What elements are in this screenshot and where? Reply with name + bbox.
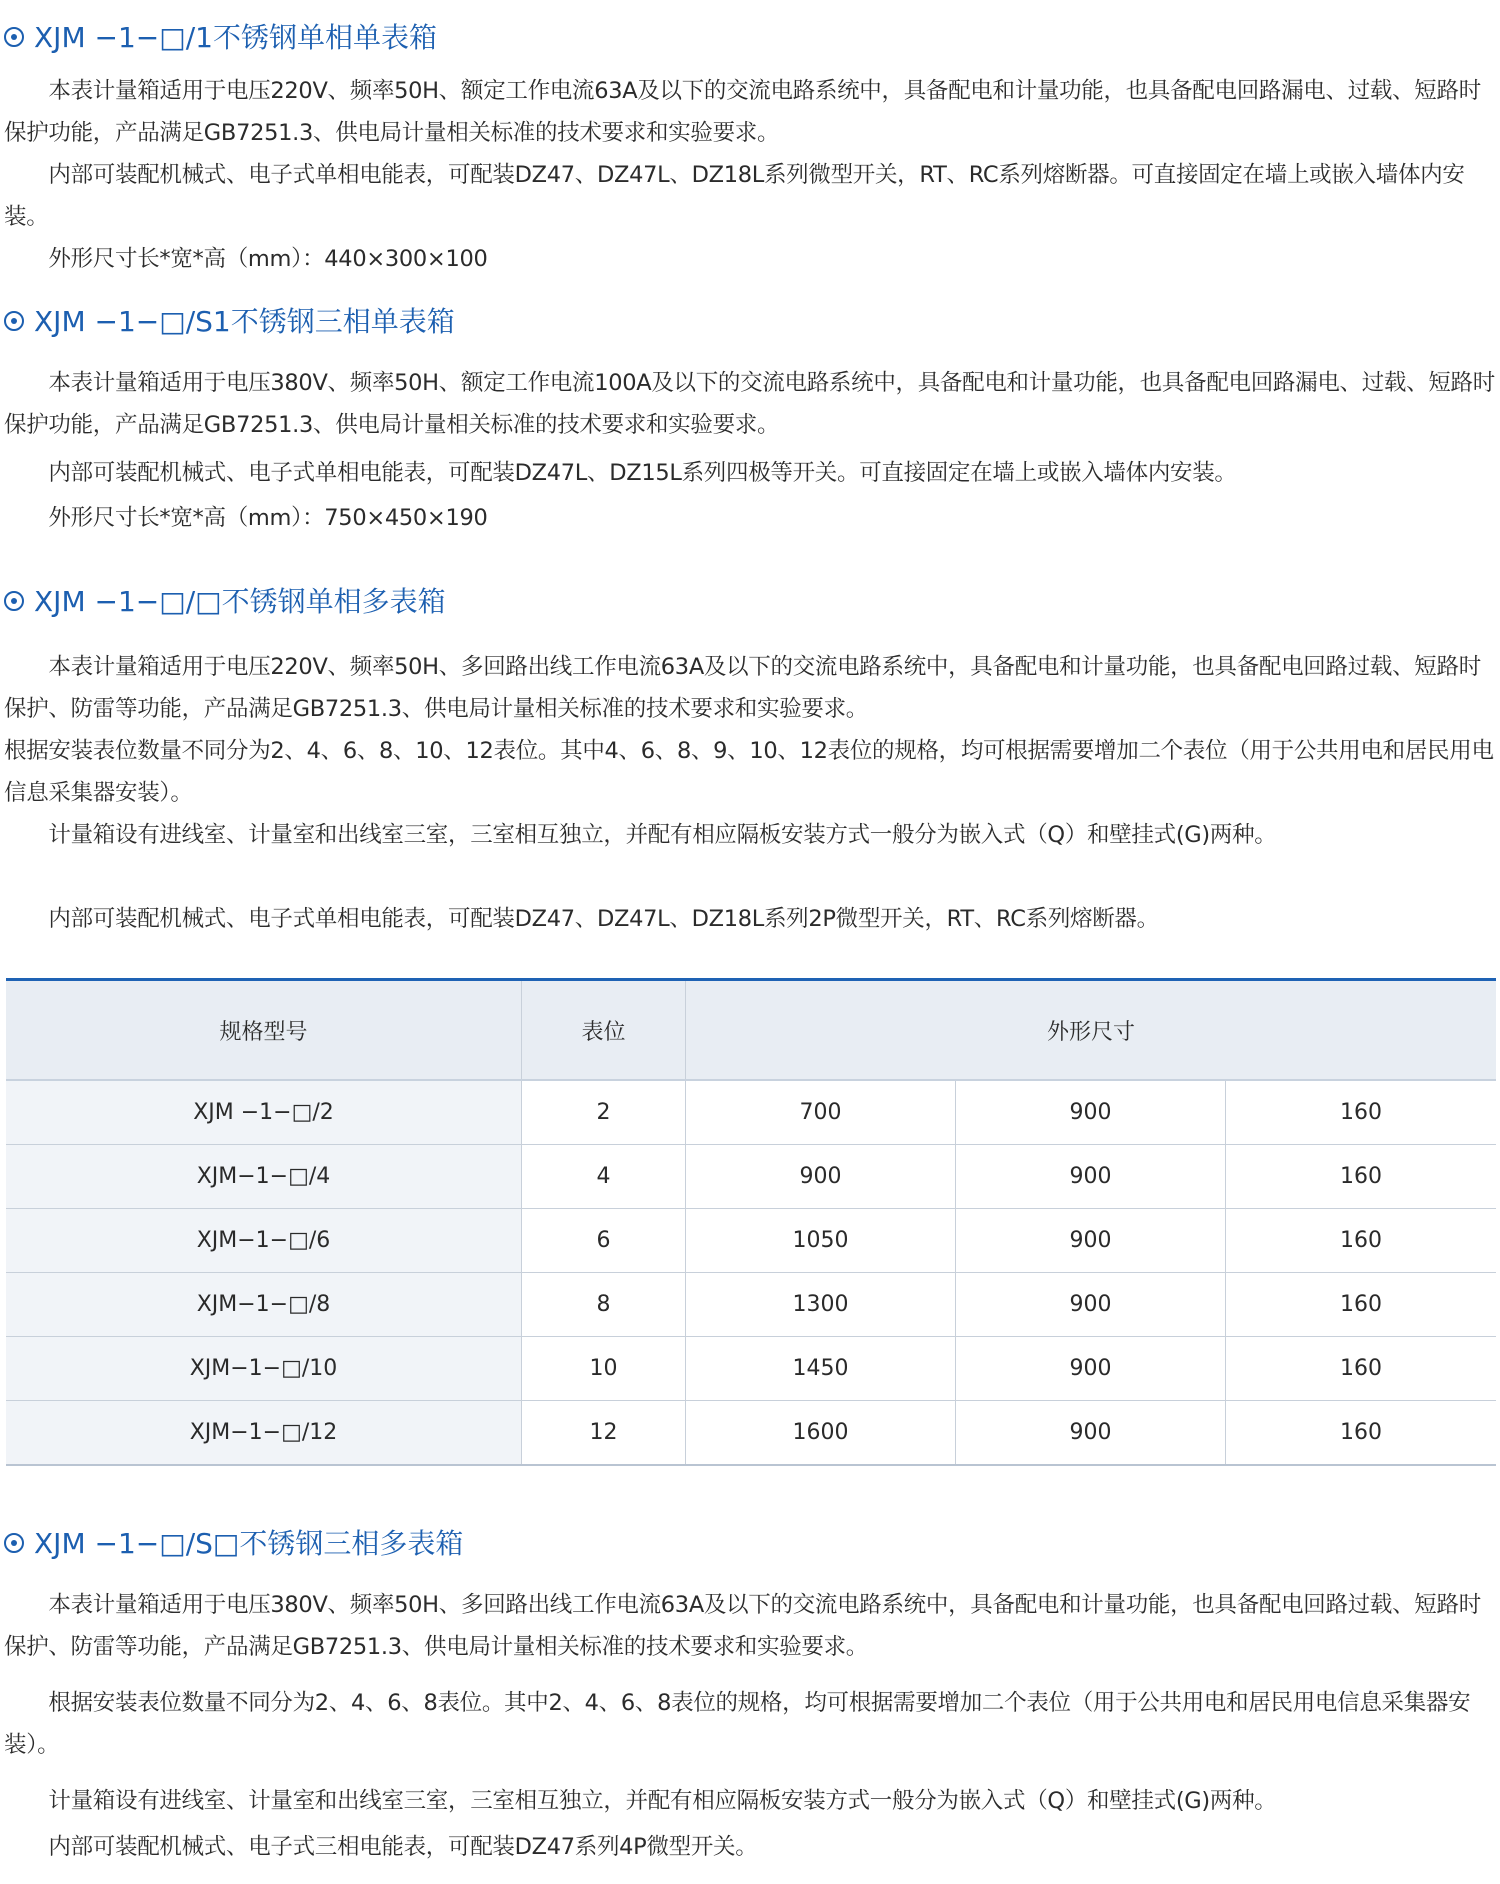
cell-width: 900 <box>956 1145 1226 1208</box>
paragraph: 根据安装表位数量不同分为2、4、6、8表位。其中2、4、6、8表位的规格，均可根据需要增加二个表位（用于公共用电和居民用电信息采集器安装）。 <box>4 1690 1471 1758</box>
paragraph: 内部可装配机械式、电子式三相电能表，可配装DZ47系列4P微型开关。 <box>4 1834 758 1860</box>
table-row <box>6 1209 1496 1273</box>
cell-height: 160 <box>1340 1356 1382 1381</box>
cell-positions: 10 <box>522 1337 686 1400</box>
paragraph: 本表计量箱适用于电压380V、频率50H、多回路出线工作电流63A及以下的交流电路系统中，具备配电和计量功能，也具备配电回路过载、短路时保护、防雷等功能，产品满足GB7251.3、供电局计量相关标准的技术要求和实验要求。 <box>4 1592 1481 1660</box>
cell-height: 160 <box>1340 1420 1382 1445</box>
table-row <box>6 1081 1496 1145</box>
table-header <box>6 981 1496 1081</box>
section-heading: XJM −1−□/S1不锈钢三相单表箱 <box>4 304 455 340</box>
paragraph: 外形尺寸长*宽*高（mm）：750×450×190 <box>4 505 488 531</box>
header-positions: 表位 <box>522 981 686 1079</box>
cell-height: 160 <box>1340 1228 1382 1253</box>
spec-table <box>6 978 1496 1466</box>
cell-width: 900 <box>956 1209 1226 1272</box>
paragraph: 内部可装配机械式、电子式单相电能表，可配装DZ47、DZ47L、DZ18L系列微型开关，RT、RC系列熔断器。可直接固定在墙上或嵌入墙体内安装。 <box>4 162 1465 230</box>
paragraph: 内部可装配机械式、电子式单相电能表，可配装DZ47L、DZ15L系列四极等开关。可直接固定在墙上或嵌入墙体内安装。 <box>4 460 1237 486</box>
cell-model: XJM−1−□/12 <box>6 1401 522 1464</box>
header-dimensions: 外形尺寸 <box>1046 1019 1135 1045</box>
circled-dot-icon <box>4 1533 24 1553</box>
paragraph: 本表计量箱适用于电压220V、频率50H、多回路出线工作电流63A及以下的交流电路系统中，具备配电和计量功能，也具备配电回路过载、短路时保护、防雷等功能，产品满足GB7251.3、供电局计量相关标准的技术要求和实验要求。 <box>4 654 1481 722</box>
table-row <box>6 1337 1496 1401</box>
paragraph: 内部可装配机械式、电子式单相电能表，可配装DZ47、DZ47L、DZ18L系列2P微型开关，RT、RC系列熔断器。 <box>4 906 1159 932</box>
table-row <box>6 1401 1496 1464</box>
cell-positions: 6 <box>522 1209 686 1272</box>
table-row <box>6 1273 1496 1337</box>
cell-model: XJM−1−□/6 <box>6 1209 522 1272</box>
section-heading: XJM −1−□/S□不锈钢三相多表箱 <box>4 1526 463 1562</box>
cell-length: 900 <box>686 1145 956 1208</box>
cell-length: 700 <box>686 1081 956 1144</box>
cell-model: XJM−1−□/8 <box>6 1273 522 1336</box>
paragraph: 本表计量箱适用于电压380V、频率50H、额定工作电流100A及以下的交流电路系统中，具备配电和计量功能，也具备配电回路漏电、过载、短路时保护功能，产品满足GB7251.3、供电局计量相关标准的技术要求和实验要求。 <box>4 370 1495 438</box>
cell-model: XJM−1−□/10 <box>6 1337 522 1400</box>
cell-height: 160 <box>1340 1100 1382 1125</box>
cell-model: XJM −1−□/2 <box>6 1081 522 1144</box>
paragraph: 计量箱设有进线室、计量室和出线室三室，三室相互独立，并配有相应隔板安装方式一般分为嵌入式（Q）和壁挂式(G)两种。 <box>4 822 1277 848</box>
cell-positions: 2 <box>522 1081 686 1144</box>
circled-dot-icon <box>4 27 24 47</box>
section-heading: XJM −1−□/□不锈钢单相多表箱 <box>4 584 446 620</box>
circled-dot-icon <box>4 591 24 611</box>
cell-length: 1050 <box>686 1209 956 1272</box>
paragraph: 本表计量箱适用于电压220V、频率50H、额定工作电流63A及以下的交流电路系统中，具备配电和计量功能，也具备配电回路漏电、过载、短路时保护功能，产品满足GB7251.3、供电局计量相关标准的技术要求和实验要求。 <box>4 78 1481 146</box>
cell-height: 160 <box>1340 1164 1382 1189</box>
cell-length: 1450 <box>686 1337 956 1400</box>
cell-model: XJM−1−□/4 <box>6 1145 522 1208</box>
cell-length: 1300 <box>686 1273 956 1336</box>
cell-width: 900 <box>956 1273 1226 1336</box>
cell-width: 900 <box>956 1081 1226 1144</box>
paragraph: 根据安装表位数量不同分为2、4、6、8、10、12表位。其中4、6、8、9、10、12表位的规格，均可根据需要增加二个表位（用于公共用电和居民用电信息采集器安装）。 <box>4 738 1494 806</box>
cell-positions: 12 <box>522 1401 686 1464</box>
circled-dot-icon <box>4 311 24 331</box>
table-row <box>6 1145 1496 1209</box>
cell-height: 160 <box>1340 1292 1382 1317</box>
paragraph: 外形尺寸长*宽*高（mm）：440×300×100 <box>4 246 488 272</box>
section-heading: XJM −1−□/1不锈钢单相单表箱 <box>4 20 437 56</box>
cell-positions: 8 <box>522 1273 686 1336</box>
cell-positions: 4 <box>522 1145 686 1208</box>
paragraph: 计量箱设有进线室、计量室和出线室三室，三室相互独立，并配有相应隔板安装方式一般分为嵌入式（Q）和壁挂式(G)两种。 <box>4 1788 1277 1814</box>
cell-width: 900 <box>956 1337 1226 1400</box>
header-model: 规格型号 <box>6 981 522 1079</box>
cell-width: 900 <box>956 1401 1226 1464</box>
cell-length: 1600 <box>686 1401 956 1464</box>
